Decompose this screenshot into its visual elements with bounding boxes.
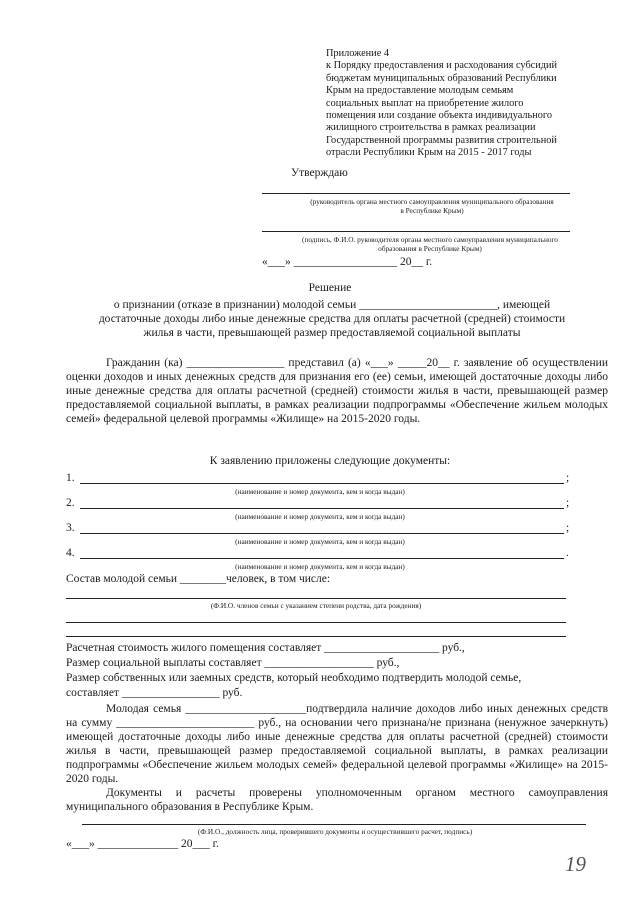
doc-line bbox=[80, 558, 564, 559]
own-funds-line: Размер собственных или заемных средств, который необходимо подтвердить молодой семье, bbox=[66, 672, 522, 684]
doc-number: 4. bbox=[66, 547, 75, 559]
family-caption: (Ф.И.О. членов семьи с указанием степени родства, дата рождения) bbox=[210, 601, 422, 610]
doc-line bbox=[80, 483, 564, 484]
approval-head-caption bbox=[262, 197, 602, 215]
appendix-line: Крым на предоставление молодым семьям bbox=[326, 85, 514, 97]
subject-line: достаточные доходы либо иные денежные средства для оплаты расчетной (средней) стоимости bbox=[98, 313, 566, 325]
decision-subject bbox=[62, 298, 602, 340]
doc-caption: (наименование и номер документа, кем и когда выдан) bbox=[235, 562, 405, 571]
documents-heading: К заявлению приложены следующие документы: bbox=[209, 455, 451, 467]
approval-signature-line bbox=[262, 231, 570, 232]
caption-line: (подпись, Ф.И.О. руководителя органа местного самоуправления муниципального bbox=[302, 235, 558, 244]
appendix-line: отрасли Республики Крым на 2015 - 2017 годы bbox=[326, 147, 532, 159]
appendix-header bbox=[326, 48, 616, 160]
approval-title: Утверждаю bbox=[291, 167, 348, 179]
doc-caption: (наименование и номер документа, кем и когда выдан) bbox=[235, 512, 405, 521]
footer-caption: (Ф.И.О., должность лица, проверившего документы и осуществившего расчет, подпись) bbox=[197, 827, 473, 836]
doc-line bbox=[80, 533, 564, 534]
footer-date: «___» ______________ 20___ г. bbox=[66, 838, 219, 850]
confirmation-paragraph bbox=[66, 702, 608, 786]
appendix-line: социальных выплат на приобретение жилого bbox=[326, 97, 524, 109]
social-payment-line: Размер социальной выплаты составляет ___________________ руб., bbox=[66, 657, 400, 669]
doc-number: 2. bbox=[66, 497, 75, 509]
confirmation-text: Молодая семья _____________________подтвердила наличие доходов либо иных денежных средств на сумму ________________________ руб., на основании чего признана/не признана (ненужное зачеркнуть) имеющей достаточные доходы либо иные денежные средства для оплаты расчетной (средней) стоимости жилья в части, превышающей размер предоставляемой социальной выплаты, в рамках реализации подпрограммы «Обеспечение жильем молодых семей» федеральной целевой программы «Жилище» на 2015-2020 годы. bbox=[66, 703, 608, 785]
family-line bbox=[66, 622, 566, 623]
doc-end: . bbox=[566, 547, 569, 559]
appendix-line: помещения или создание объекта индивидуального bbox=[326, 110, 553, 122]
subject-line: жилья в части, превышающей размер предоставляемой социальной выплаты bbox=[143, 327, 521, 339]
approval-signature-caption bbox=[258, 235, 602, 253]
appendix-line: к Порядку предоставления и расходования субсидий bbox=[326, 60, 558, 72]
family-composition: Состав молодой семьи ________человек, в том числе: bbox=[66, 573, 331, 585]
housing-cost-line: Расчетная стоимость жилого помещения составляет ____________________ руб., bbox=[66, 642, 465, 654]
decision-title: Решение bbox=[308, 282, 352, 294]
body-paragraph: Гражданин (ка) _________________ представил (а) «___» _____20__ г. заявление об осуществлении оценки доходов и иных денежных средств для признания его (ее) семьи, имеющей достаточные доходы либо иные денежные средства для оплаты расчетной (средней) стоимости жилья в части, превышающей размер предоставляемой социальной выплаты, в рамках реализации подпрограммы «Обеспечение жильем молодых семей» федеральной целевой программы «Жилище» на 2015-2020 годы. bbox=[66, 357, 608, 425]
appendix-line: бюджетам муниципальных образований Республики bbox=[326, 72, 557, 84]
decision-body bbox=[66, 356, 608, 426]
doc-number: 3. bbox=[66, 522, 75, 534]
appendix-line: Приложение 4 bbox=[326, 48, 389, 59]
doc-caption: (наименование и номер документа, кем и когда выдан) bbox=[235, 537, 405, 546]
verification-text: Документы и расчеты проверены уполномоченным органом местного самоуправления муниципального образования в Республике Крым. bbox=[66, 787, 608, 813]
footer-signature-line bbox=[82, 824, 586, 825]
approval-date: «___» __________________ 20__ г. bbox=[262, 256, 433, 268]
approval-head-line bbox=[262, 193, 570, 194]
family-line bbox=[66, 636, 566, 637]
appendix-line: жилищного строительства в рамках реализации bbox=[326, 122, 536, 134]
verification-paragraph bbox=[66, 786, 608, 814]
caption-line: в Республике Крым) bbox=[400, 206, 464, 215]
doc-caption: (наименование и номер документа, кем и когда выдан) bbox=[235, 487, 405, 496]
appendix-line: Государственной программы развития строительной bbox=[326, 134, 557, 146]
own-funds-amount-line: составляет _________________ руб. bbox=[66, 687, 243, 699]
subject-line: о признании (отказе в признании) молодой семьи ________________________, имеющей bbox=[113, 299, 551, 311]
caption-line: образования в Республике Крым) bbox=[378, 244, 482, 253]
caption-line: (руководитель органа местного самоуправления муниципального образования bbox=[310, 197, 554, 206]
handwritten-page-number: 19 bbox=[565, 852, 586, 876]
family-line bbox=[66, 598, 566, 599]
doc-end: ; bbox=[566, 497, 570, 509]
doc-number: 1. bbox=[66, 472, 75, 484]
doc-end: ; bbox=[566, 522, 570, 534]
doc-line bbox=[80, 508, 564, 509]
doc-end: ; bbox=[566, 472, 570, 484]
